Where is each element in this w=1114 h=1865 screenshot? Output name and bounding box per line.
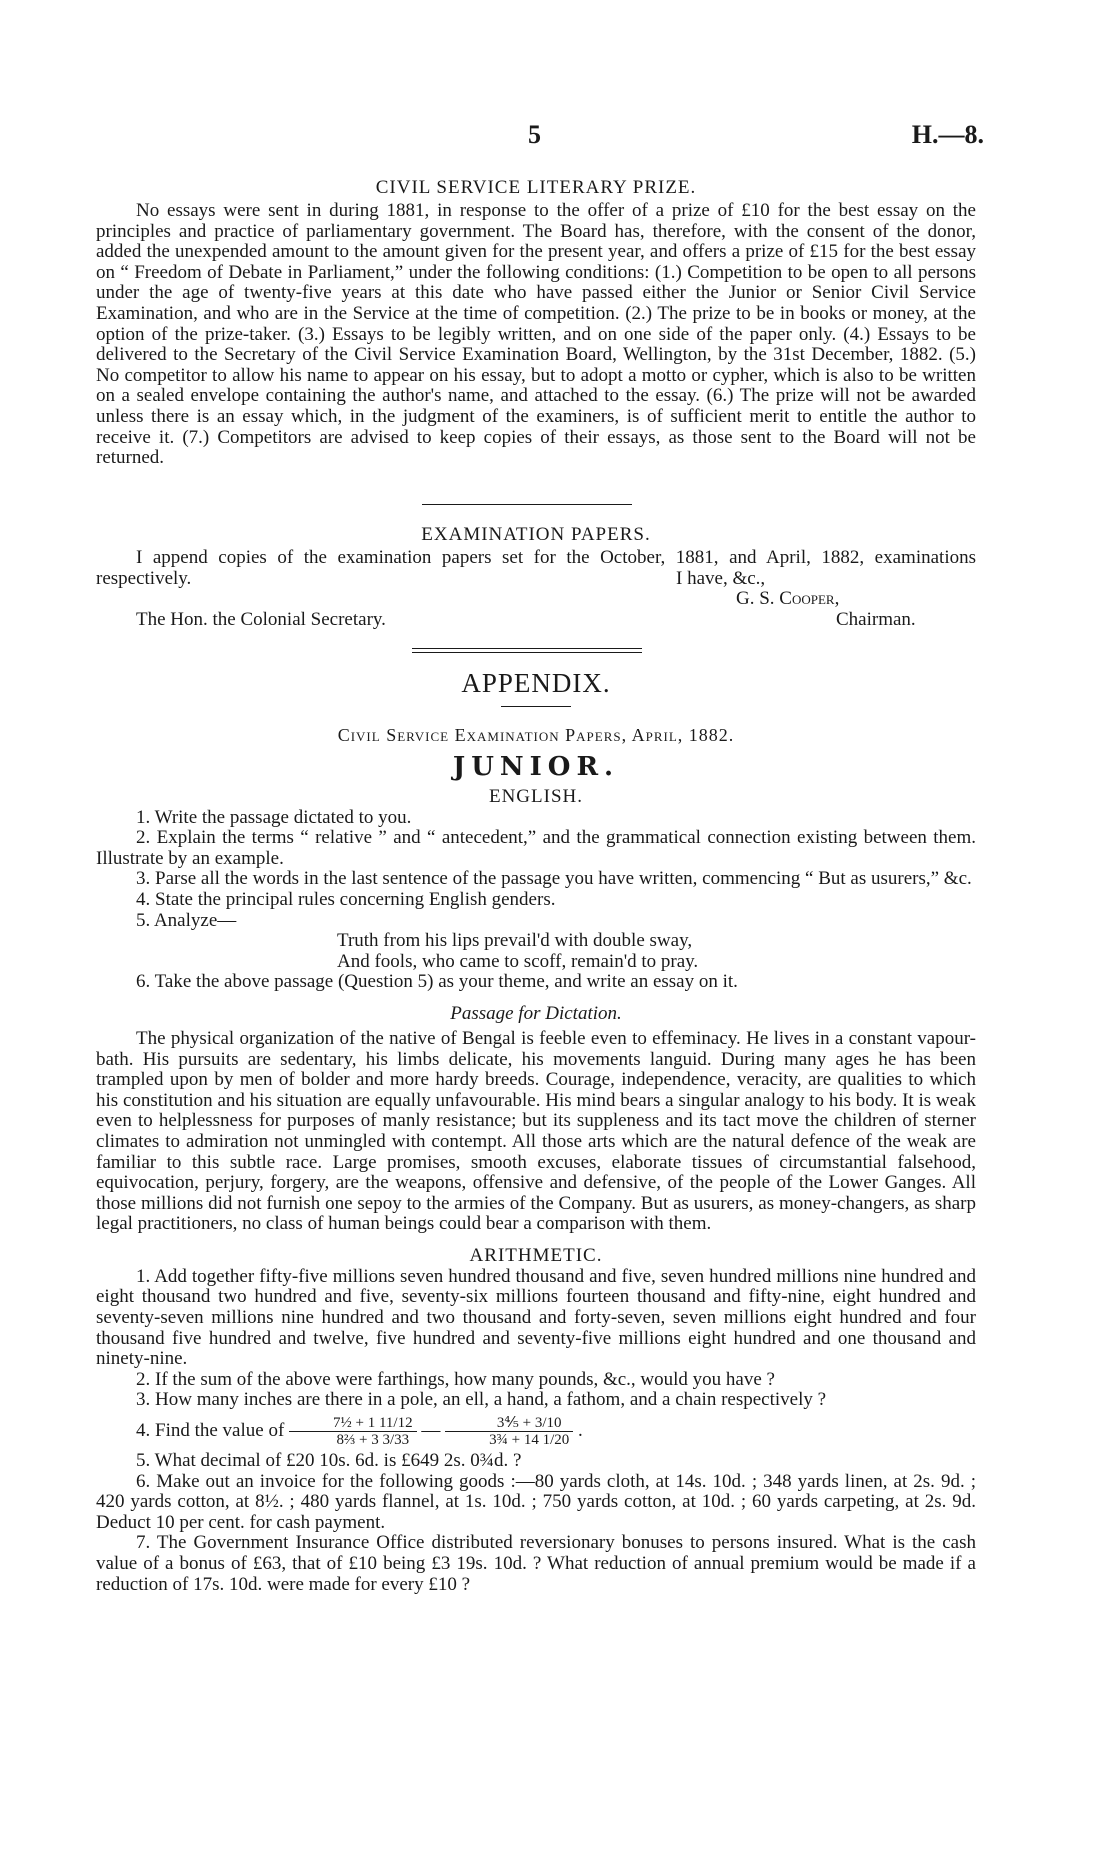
double-divider: [412, 648, 642, 653]
english-question: 6. Take the above passage (Question 5) as your theme, and write an essay on it.: [136, 971, 738, 993]
english-question: 4. State the principal rules concerning English genders.: [136, 888, 556, 910]
page-header: [0, 120, 1114, 160]
english-question: 5. Analyze—: [136, 909, 237, 931]
closing-row: [96, 569, 976, 590]
arithmetic-question: 1. Add together fifty-five millions seven hundred thousand and five, seven hundred millions nine hundred and eight thousand two hundred and five, seventy-six millions fourteen thousand and fifty-nine, eight hundred and seventy-seven millions nine hundred and two thousand and forty-seven, seven millions eight hundred and four thousand five hundred and twelve, five hundred and seventy-five millions eight hundred and one thousand and ninety-nine.: [96, 1265, 976, 1370]
fraction-suffix: .: [578, 1420, 583, 1442]
fraction-2: [445, 1415, 573, 1448]
verse-line: And fools, who came to scoff, remain'd to pray.: [337, 950, 699, 972]
fraction-denominator: 8⅔ + 3 3/33: [336, 1432, 410, 1449]
appendix-subtitle: Civil Service Examination Papers, April, 1882.: [337, 725, 735, 745]
section-divider: [422, 504, 632, 505]
dictation-title: Passage for Dictation.: [450, 1002, 622, 1024]
literary-prize-title: CIVIL SERVICE LITERARY PRIZE.: [375, 177, 697, 198]
signatory-name: G. S. Cooper,: [736, 588, 840, 610]
fraction-denominator: 3¾ + 14 1/20: [489, 1432, 570, 1449]
arithmetic-question: 7. The Government Insurance Office distributed reversionary bonuses to persons insured. What is the cash value of a bonus of £63, that of £10 being £3 19s. 10d. ? What reduction of annual premium would be made if a reduction of 17s. 10d. were made for every £10 ?: [96, 1532, 976, 1595]
signatory-role: Chairman.: [836, 608, 916, 630]
closing-text: I have, &c.,: [676, 567, 766, 589]
english-questions: [96, 808, 976, 993]
english-question: 3. Parse all the words in the last sentence of the passage you have written, commencing “ But as usurers,” &c.: [136, 868, 972, 890]
fraction-minus: —: [421, 1420, 441, 1442]
junior-heading: JUNIOR.: [452, 751, 620, 782]
document-code: H.—8.: [911, 120, 984, 149]
arithmetic-title: ARITHMETIC.: [469, 1244, 603, 1266]
english-title: ENGLISH.: [488, 785, 584, 807]
literary-prize-body: No essays were sent in during 1881, in response to the offer of a prize of £10 for the best essay on the principles and practice of parliamentary government. The Board has, therefore, with the consent of the donor, added the unexpended amount to the amount given for the present year, and offers a prize of £15 for the best essay on “ Freedom of Debate in Parliament,” under the following conditions: (1.) Competition to be open to all persons under the age of twenty-five years at this date who have passed either the Junior or Senior Civil Service Examination, and who are in the Service at the time of competition. (2.) The prize to be in books or money, at the option of the prize-taker. (3.) Essays to be legibly written, and on one side of the paper only. (4.) Essays to be delivered to the Secretary of the Civil Service Examination Board, Wellington, by the 31st December, 1882. (5.) No competitor to allow his name to appear on his essay, but to adopt a motto or cypher, which is also to be written on a sealed envelope containing the author's name, and attached to the essay. (6.) The prize will not be awarded unless there is an essay which, in the judgment of the examiners, is of sufficient merit to entitle the author to receive it. (7.) Competitors are advised to keep copies of their essays, as those sent to the Board will not be returned.: [96, 200, 976, 469]
verse-line: Truth from his lips prevail'd with double sway,: [337, 930, 693, 952]
arithmetic-question: 6. Make out an invoice for the following goods :—80 yards cloth, at 14s. 10d. ; 348 yards linen, at 2s. 9d. ; 420 yards cotton, at 8½. ; 480 yards flannel, at 1s. 10d. ; 750 yards cotton, at 10d. ; 60 yards carpeting, at 2s. 9d. Deduct 10 per cent. for cash payment.: [96, 1470, 976, 1533]
exam-papers-title: EXAMINATION PAPERS.: [421, 524, 651, 545]
addressee: The Hon. the Colonial Secretary.: [136, 608, 386, 630]
signatory-row: [96, 589, 976, 610]
english-question: 1. Write the passage dictated to you.: [136, 806, 412, 828]
page-number: 5: [528, 120, 541, 149]
appendix-underline: [501, 706, 571, 707]
appendix-title: APPENDIX.: [461, 668, 611, 698]
fraction-prefix: 4. Find the value of: [136, 1420, 285, 1442]
exam-papers-section: [96, 524, 976, 630]
arithmetic-question: 2. If the sum of the above were farthings, how many pounds, &c., would you have ?: [136, 1368, 775, 1390]
appendix-section: [96, 668, 976, 1595]
exam-papers-body: I append copies of the examination papers set for the October, 1881, and April, 1882, examinations respectively.: [96, 547, 976, 589]
addressee-row: [96, 610, 976, 631]
english-question: 2. Explain the terms “ relative ” and “ antecedent,” and the grammatical connection existing between them. Illustrate by an example.: [96, 827, 976, 869]
fraction-1: [289, 1415, 417, 1448]
literary-prize-section: [96, 177, 976, 469]
arithmetic-question-fraction: [96, 1411, 976, 1451]
arithmetic-question: 5. What decimal of £20 10s. 6d. is £649 2s. 0¾d. ?: [136, 1450, 522, 1472]
fraction-numerator: 3⅘ + 3/10: [445, 1415, 573, 1432]
arithmetic-question: 3. How many inches are there in a pole, an ell, a hand, a fathom, and a chain respectively ?: [136, 1389, 827, 1411]
dictation-passage: The physical organization of the native of Bengal is feeble even to effeminacy. He lives in a constant vapour-bath. His pursuits are sedentary, his limbs delicate, his movements languid. During many ages he has been trampled upon by men of bolder and more hardy breeds. Courage, independence, veracity, are qualities to which his constitution and his situation are equally unfavourable. His mind bears a singular analogy to his body. It is weak even to helplessness for purposes of manly resistance; but its suppleness and its tact move the children of sterner climates to admiration not unmingled with contempt. All those arts which are the natural defence of the weak are familiar to this subtle race. Large promises, smooth excuses, elaborate tissues of circumstantial falsehood, equivocation, perjury, forgery, are the weapons, offensive and defensive, of the people of the Lower Ganges. All those millions did not furnish one sepoy to the armies of the Company. But as usurers, as money-changers, as sharp legal practitioners, no class of human beings could bear a comparison with them.: [96, 1027, 976, 1235]
fraction-numerator: 7½ + 1 11/12: [289, 1415, 417, 1432]
